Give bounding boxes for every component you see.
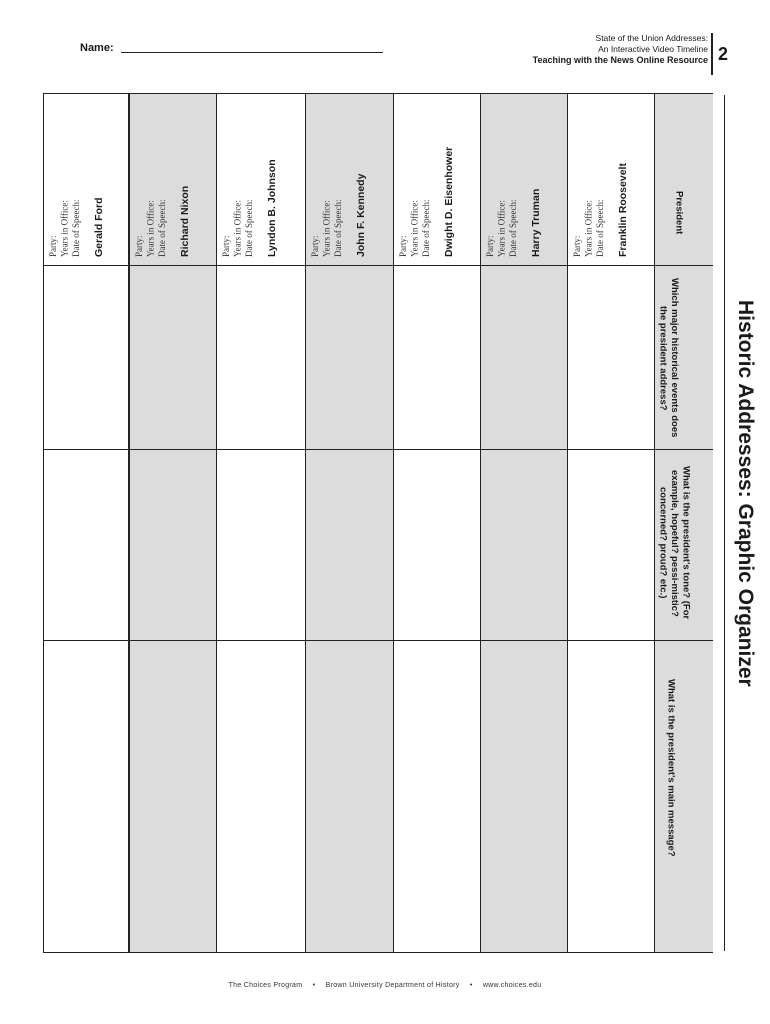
table-bottom-border: [43, 952, 713, 953]
date-label: Date of Speech:: [333, 199, 343, 257]
president-cell: [92, 97, 106, 257]
row-lyndon-johnson[interactable]: [216, 93, 305, 953]
page-title: Historic Addresses: Graphic Organizer: [734, 300, 757, 687]
president-cell: [354, 97, 368, 257]
date-label: Date of Speech:: [595, 199, 605, 257]
president-fields: [48, 97, 83, 257]
name-label: Name:: [80, 42, 114, 54]
page-number: 2: [718, 44, 729, 64]
graphic-organizer-table: [43, 93, 713, 953]
footer: [0, 982, 770, 989]
date-label: Date of Speech:: [421, 199, 431, 257]
header-row: [654, 93, 713, 953]
row-harry-truman[interactable]: [480, 93, 567, 953]
president-fields: [398, 97, 433, 257]
date-label: Date of Speech:: [508, 199, 518, 257]
president-cell: [529, 97, 543, 257]
col-header-message: What is the president's main message?: [665, 679, 677, 857]
resource-line-1: State of the Union Addresses:: [595, 33, 708, 43]
president-name: Gerald Ford: [93, 197, 105, 257]
president-cell: [616, 97, 630, 257]
col-header-tone: What is the president's tone? (For example, hopeful? pessi-mistic? concerned? proud? etc.): [657, 466, 692, 620]
resource-line-3: Teaching with the News Online Resource: [532, 55, 708, 65]
row-dwight-eisenhower[interactable]: [393, 93, 480, 953]
party-label: Party:: [398, 235, 408, 257]
name-input-line[interactable]: [121, 52, 383, 53]
president-cell: [178, 97, 192, 257]
col-header-events: Which major historical events does the president address?: [657, 278, 680, 438]
years-label: Years in Office:: [409, 200, 420, 257]
years-label: Years in Office:: [232, 200, 243, 257]
column-divider-2: [43, 449, 713, 450]
party-label: Party:: [134, 235, 144, 257]
party-label: Party:: [48, 235, 58, 257]
president-cell: [265, 97, 279, 257]
row-richard-nixon[interactable]: [129, 93, 216, 953]
president-name: Harry Truman: [530, 188, 542, 257]
col-header-president: President: [673, 191, 685, 235]
table-top-border: [43, 93, 713, 94]
title-rule: [724, 95, 725, 951]
party-label: Party:: [485, 235, 495, 257]
years-label: Years in Office:: [145, 200, 156, 257]
years-label: Years in Office:: [583, 200, 594, 257]
president-name: Lyndon B. Johnson: [266, 159, 278, 257]
president-cell: [442, 97, 456, 257]
party-label: Party:: [310, 235, 320, 257]
party-label: Party:: [572, 235, 582, 257]
years-label: Years in Office:: [59, 200, 70, 257]
president-fields: [572, 97, 607, 257]
column-divider-1: [43, 265, 713, 266]
president-fields: [221, 97, 256, 257]
footer-bullet: •: [469, 982, 473, 989]
footer-department: Brown University Department of History: [325, 982, 460, 989]
row-john-kennedy[interactable]: [305, 93, 393, 953]
row-franklin-roosevelt[interactable]: [567, 93, 654, 953]
footer-bullet: •: [312, 982, 316, 989]
date-label: Date of Speech:: [71, 199, 81, 257]
president-name: Richard Nixon: [179, 185, 191, 257]
row-gerald-ford[interactable]: [43, 93, 129, 953]
footer-website: www.choices.edu: [482, 982, 542, 989]
header-divider: [711, 33, 713, 75]
president-name: Dwight D. Eisenhower: [443, 146, 455, 257]
resource-info: [533, 33, 708, 66]
president-name: Franklin Roosevelt: [617, 163, 629, 257]
date-label: Date of Speech:: [244, 199, 254, 257]
party-label: Party:: [221, 235, 231, 257]
president-name: John F. Kennedy: [355, 173, 367, 257]
years-label: Years in Office:: [321, 200, 332, 257]
column-divider-3: [43, 640, 713, 641]
president-fields: [310, 97, 345, 257]
date-label: Date of Speech:: [157, 199, 167, 257]
president-fields: [134, 97, 169, 257]
footer-program: The Choices Program: [228, 982, 303, 989]
years-label: Years in Office:: [496, 200, 507, 257]
president-fields: [485, 97, 520, 257]
resource-line-2: An Interactive Video Timeline: [598, 44, 708, 54]
